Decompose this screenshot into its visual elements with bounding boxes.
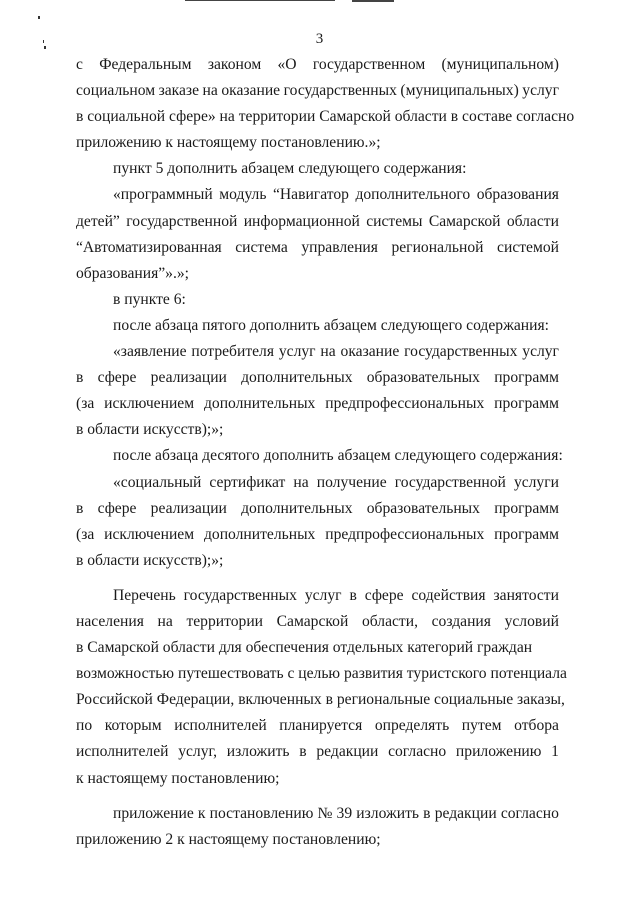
word: дополнительных [203,395,316,413]
word: управления [301,238,378,256]
word: населения [76,612,144,630]
word: в пункте 6: [113,290,186,308]
word: сертификат [209,473,286,491]
word: (муниципальных) [400,82,519,100]
word: приложению [455,743,542,761]
word: планируется [279,717,363,735]
paragraph [76,470,559,574]
word: пункт 5 дополнить абзацем следующего содержания: [113,160,467,178]
word: в [76,499,84,517]
paragraph [76,339,559,443]
scan-edge-line [185,0,335,1]
text-line [76,287,559,313]
word: дополнительных [241,499,353,517]
text-line [76,801,559,827]
word: оказание [340,343,400,361]
word: Федеральным [99,56,192,73]
word: возможностью путешествовать с целью развития туристского потенциала [76,665,567,683]
word: путем [461,717,502,735]
word: реализации [150,499,227,517]
word: государственном [312,56,426,73]
word: государственной [126,212,238,230]
word: в [423,804,431,822]
text-line [76,661,567,687]
text-line [76,261,559,287]
word: государственных [404,343,518,361]
text-line [76,522,559,548]
word: по [76,717,93,735]
word: согласно [388,743,447,761]
word: реализации [150,369,227,387]
word: исключением [104,395,195,413]
word: дополнительных [203,525,316,543]
word: программ [494,395,559,413]
word: «О [277,56,297,73]
word: социальном [76,82,156,100]
word: области, [361,612,418,630]
word: Самарской [428,212,501,230]
word: к [197,804,206,822]
text-line [76,443,563,469]
text-line [76,130,559,156]
word: исполнителей [174,717,267,735]
word: предпрофессиональных [325,395,485,413]
word: в области искусств);»; [76,421,224,439]
word: программ [494,525,559,543]
word: (за [76,395,95,413]
word: заказе [158,82,200,100]
word: услуг [522,343,559,361]
word: модуль [219,186,267,204]
word: занятости [493,586,559,604]
text-line [76,609,559,635]
text-line [76,209,559,235]
word: определять [374,717,450,735]
word: постановлению [209,804,314,822]
word: образовательных [366,499,480,517]
word: отбора [514,717,559,735]
word: государственной [394,473,506,491]
word: «социальный [113,473,202,491]
word: сфере [97,369,137,387]
paragraph [76,182,559,286]
word: 39 [336,804,353,822]
text-line [76,104,575,130]
text-line [76,156,559,182]
paragraph [76,52,575,156]
word: территории [186,612,264,630]
text-line [76,391,559,417]
text-line [76,313,559,339]
text-line [76,713,559,739]
word: на [320,343,336,361]
paragraph [76,156,559,182]
word: (муниципальном) [441,56,559,73]
word: детей” [76,212,120,230]
word: получение [316,473,387,491]
word: сфере [364,586,404,604]
word: «программный [113,186,213,204]
text-line [76,583,559,609]
word: приложению 2 к настоящему постановлению; [76,830,381,848]
word: 1 [551,743,559,761]
word: с [76,56,83,73]
text-line [76,417,559,443]
word: сфере [97,499,137,517]
word: в [349,586,357,604]
word: изложить [226,743,290,761]
word: информационной [243,212,360,230]
text-line [76,827,559,853]
word: области [506,212,559,230]
word: системой [497,238,559,256]
word: на [293,473,309,491]
text-line [76,78,559,104]
word: системы [366,212,423,230]
word: в [299,743,307,761]
word: образования”».»; [76,264,190,282]
word: программ [494,499,559,517]
word: в области искусств);»; [76,551,224,569]
word: дополнительных [241,369,353,387]
word: региональной [391,238,484,256]
text-line [76,182,559,208]
word: редакции [316,743,379,761]
text-line [76,548,559,574]
word: услуг [304,586,342,604]
word: предпрофессиональных [325,525,485,543]
scan-speck [38,16,40,19]
word: Российской Федерации, включенных в региональные социальные заказы, [76,691,565,709]
word: редакции [434,804,497,822]
word: приложению к настоящему постановлению.»; [76,134,381,152]
word: в Самарской области для обеспечения отдельных категорий граждан [76,639,533,657]
word: изложить [356,804,420,822]
word: услуг [522,82,559,100]
word: “Навигатор [272,186,349,204]
text-line [76,52,559,78]
word: исключением [104,525,195,543]
text-line [76,635,559,661]
word: потребителя [191,343,275,361]
word: “Автоматизированная [76,238,222,256]
word: на [202,82,218,100]
text-line [76,766,559,792]
text-line [76,496,559,522]
word: после абзаца десятого дополнить абзацем следующего содержания: [113,447,563,465]
word: № [317,804,333,822]
word: исполнителей [76,743,169,761]
paragraph [76,443,563,469]
text-line [76,339,559,365]
text-line [76,687,565,713]
word: услуги [513,473,559,491]
word: приложение [113,804,194,822]
word: государственных [283,82,397,100]
word: государственных [183,586,297,604]
word: образовательных [366,369,480,387]
word: оказание [221,82,281,100]
page-number: 3 [315,31,324,47]
word: содействия [411,586,486,604]
paragraph [76,313,559,339]
word: в социальной сфере» на территории Самарской области в составе согласно [76,108,575,126]
word: (за [76,525,95,543]
word: услуг [278,343,316,361]
word: к настоящему постановлению; [76,769,280,787]
word: система [235,238,288,256]
scan-edge-line [352,0,394,2]
paragraph [76,583,567,792]
word: услуг, [178,743,218,761]
word: после абзаца пятого дополнить абзацем следующего содержания: [113,316,549,334]
word: создания [431,612,491,630]
word: образования [476,186,559,204]
word: условий [504,612,559,630]
document-body [76,52,575,853]
word: дополнительного [355,186,471,204]
word: законом [207,56,262,73]
word: Самарской [276,612,349,630]
word: в [76,369,84,387]
word: Перечень [113,586,176,604]
word: которым [104,717,162,735]
paragraph [76,801,559,853]
text-line [76,365,559,391]
text-line [76,739,559,765]
word: «заявление [113,343,187,361]
text-line [76,470,559,496]
word: программ [494,369,559,387]
paragraph [76,287,559,313]
word: согласно [500,804,559,822]
text-line [76,235,559,261]
word: на [157,612,173,630]
